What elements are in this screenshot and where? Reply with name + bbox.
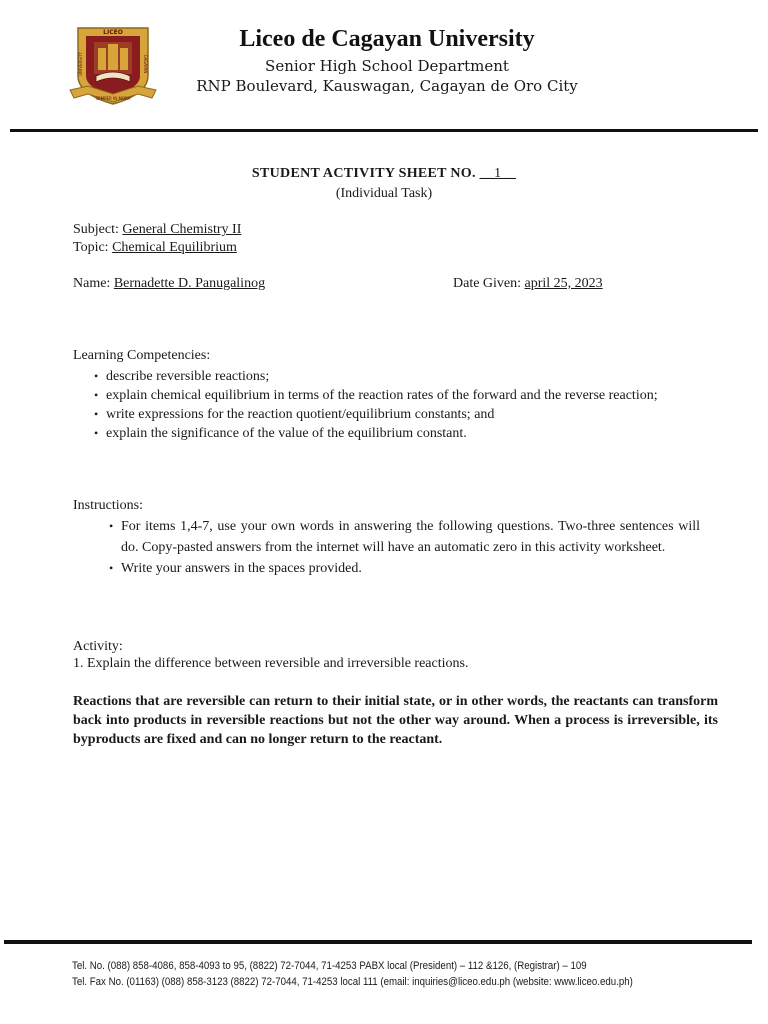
topic-label: Topic: [73,240,109,255]
list-item: • write expressions for the reaction quotient/equilibrium constants; and [82,405,682,424]
list-item: • Write your answers in the spaces provided. [88,558,700,579]
university-address: RNP Boulevard, Kauswagan, Cagayan de Oro City [196,77,578,95]
sheet-title-prefix: STUDENT ACTIVITY SHEET NO. [251,166,476,181]
sheet-title [0,166,768,182]
sheet-subtitle: (Individual Task) [335,186,433,201]
list-item: • describe reversible reactions; [82,367,682,386]
competencies-list [82,367,682,443]
name-value: Bernadette D. Panugalinog [113,276,266,291]
date-value: april 25, 2023 [524,276,603,291]
footer-line-2: Tel. Fax No. (01163) (088) 858-3123 (8822) 72-7044, 71-4253 local 111 (email: inquiries@liceo.edu.ph (website: www.liceo.edu.ph) [72,976,633,988]
university-seal [68,24,158,112]
instructions-list [88,516,700,579]
header-divider [10,129,758,132]
university-name: Liceo de Cagayan University [239,26,535,52]
footer-line-1: Tel. No. (088) 858-4086, 858-4093 to 95, (8822) 72-7044, 71-4253 PABX local (President) – 112 &126, (Registrar) – 109 [72,960,587,972]
list-item: • explain the significance of the value of the equilibrium constant. [82,424,682,443]
name-label: Name: [73,276,111,291]
activity-question: 1. Explain the difference between reversible and irreversible reactions. [73,656,469,671]
subject-line [73,222,241,238]
topic-line [73,240,237,256]
svg-text:SEMPER IN MORA: SEMPER IN MORA [95,96,131,101]
name-line [73,276,265,292]
svg-text:UNIVERSITY: UNIVERSITY [78,52,83,76]
subject-label: Subject: [73,222,119,237]
sheet-number: __1__ [479,166,517,181]
topic-value: Chemical Equilibrium [112,240,237,255]
date-line [453,276,603,292]
list-item: • explain chemical equilibrium in terms of the reaction rates of the forward and the reverse reaction; [82,386,682,405]
date-label: Date Given: [453,276,522,291]
footer-divider [4,940,752,944]
subject-value: General Chemistry II [122,222,242,237]
activity-heading: Activity: [73,639,123,654]
competencies-heading: Learning Competencies: [73,348,211,363]
svg-text:CAGAYAN: CAGAYAN [143,54,148,74]
svg-text:LICEO: LICEO [103,29,123,36]
instructions-heading: Instructions: [73,498,143,513]
activity-answer: Reactions that are reversible can return to their initial state, or in other words, the reactants can transform back into products in reversible reactions but not the other way around. When a process is irreversible, its byproducts are fixed and can no longer return to the reactant. [73,694,718,747]
department-name: Senior High School Department [265,57,509,75]
list-item: • For items 1,4-7, use your own words in answering the following questions. Two-three sentences will do. Copy-pasted answers from the internet will have an automatic zero in this activity worksheet. [88,516,700,558]
